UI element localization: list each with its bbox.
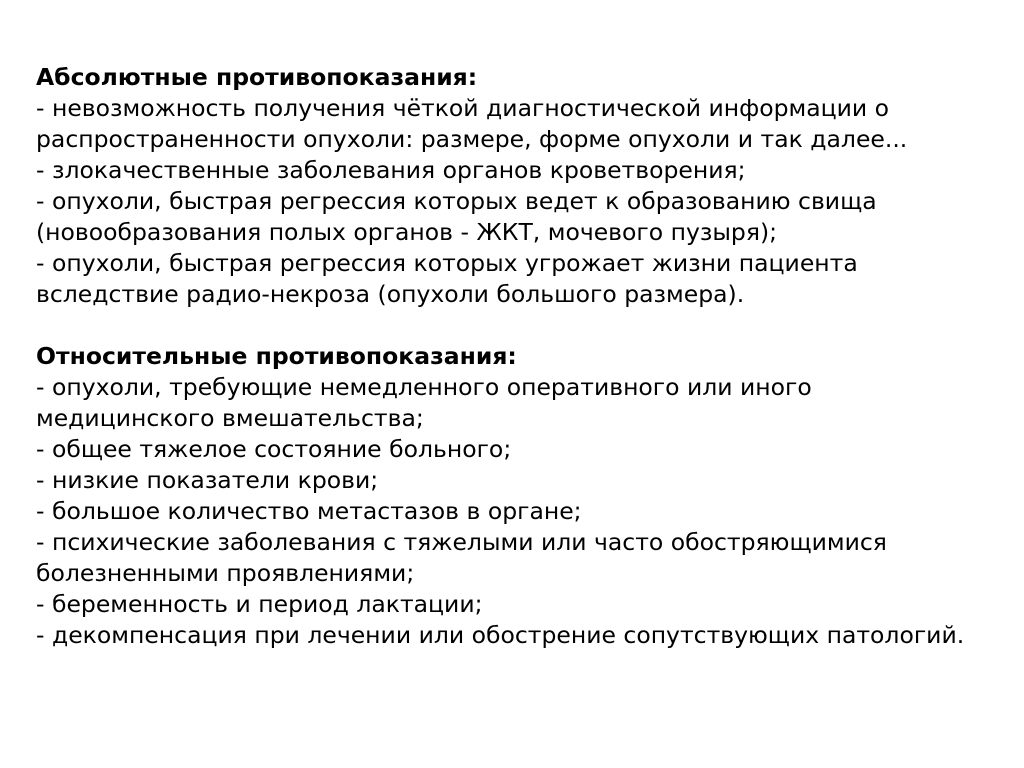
relative-contraindications-section [36,341,996,651]
relative-item-pregnancy: - беременность и период лактации; [36,590,483,618]
absolute-item-fistula: - опухоли, быстрая регрессия которых ведет к образованию свища (новообразования полых органов - ЖКТ, мочевого пузыря); [36,187,877,246]
absolute-item-radionecrosis: - опухоли, быстрая регрессия которых угрожает жизни пациента вследствие радио-некроза (опухоли большого размера). [36,249,858,308]
relative-item-general-condition: - общее тяжелое состояние больного; [36,435,512,463]
relative-item-surgery: - опухоли, требующие немедленного оперативного или иного медицинского вмешательства; [36,373,812,432]
relative-contraindications-heading: Относительные противопоказания: [36,342,517,370]
absolute-contraindications-heading: Абсолютные противопоказания: [36,63,478,91]
absolute-contraindications-section [36,62,996,310]
relative-item-decompensation: - декомпенсация при лечении или обострение сопутствующих патологий. [36,621,965,649]
absolute-item-diagnostic-info: - невозможность получения чёткой диагностической информации о распространенности опухоли: размере, форме опухоли и так далее... [36,94,908,153]
relative-item-mental-illness: - психические заболевания с тяжелыми или часто обостряющимися болезненными проявлениями; [36,528,887,587]
relative-item-metastases: - большое количество метастазов в органе; [36,497,582,525]
absolute-item-hematopoietic: - злокачественные заболевания органов кроветворения; [36,156,746,184]
relative-item-blood-counts: - низкие показатели крови; [36,466,379,494]
